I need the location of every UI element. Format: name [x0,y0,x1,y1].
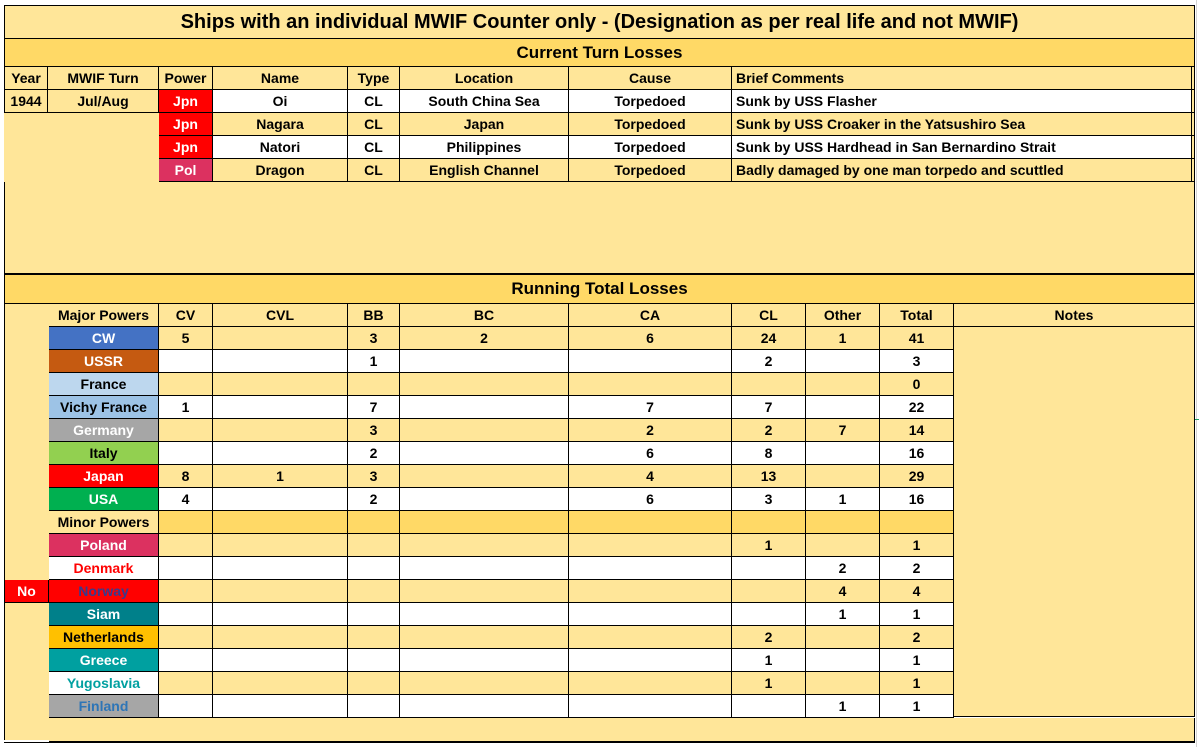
power-germany: Germany [49,419,159,442]
loss-count [569,534,732,557]
blank-area [49,718,1195,742]
loss-count: 16 [880,488,954,511]
power-finland: Finland [49,695,159,718]
current-location: Japan [400,113,569,136]
loss-count [159,442,213,465]
current-header-location: Location [400,67,569,90]
current-year: 1944 [4,90,48,113]
current-comment: Sunk by USS Croaker in the Yatsushiro Sea [732,113,1192,136]
loss-count: 1 [880,649,954,672]
power-vichy-france: Vichy France [49,396,159,419]
loss-count: 2 [732,350,806,373]
loss-count [159,350,213,373]
loss-count [569,350,732,373]
norway-flag: No [4,580,49,603]
loss-count [732,580,806,603]
loss-count: 7 [569,396,732,419]
running-header-cv: CV [159,304,213,327]
current-turn: Jul/Aug [48,90,159,113]
loss-count [159,626,213,649]
current-comment: Sunk by USS Hardhead in San Bernardino Strait [732,136,1192,159]
loss-count: 14 [880,419,954,442]
current-header-power: Power [159,67,213,90]
power-japan: Japan [49,465,159,488]
loss-count [806,442,880,465]
loss-count: 13 [732,465,806,488]
current-header-name: Name [213,67,348,90]
loss-count [159,695,213,718]
spacer [880,511,954,534]
current-cause: Torpedoed [569,136,732,159]
loss-count: 3 [880,350,954,373]
current-location: South China Sea [400,90,569,113]
loss-count: 1 [806,603,880,626]
current-name: Dragon [213,159,348,182]
loss-count [569,557,732,580]
loss-count: 1 [732,649,806,672]
current-type: CL [348,159,400,182]
loss-count [159,419,213,442]
loss-count: 4 [159,488,213,511]
power-yugoslavia: Yugoslavia [49,672,159,695]
running-header-notes: Notes [954,304,1195,327]
power-france: France [49,373,159,396]
loss-count: 29 [880,465,954,488]
spacer [806,511,880,534]
loss-count [400,557,569,580]
loss-count [213,603,348,626]
loss-count: 4 [569,465,732,488]
loss-count [732,695,806,718]
running-header-total: Total [880,304,954,327]
loss-count: 8 [732,442,806,465]
loss-count: 6 [569,488,732,511]
spacer [732,511,806,534]
power-cw: CW [49,327,159,350]
bottom-border [4,742,1195,743]
current-type: CL [348,136,400,159]
left-margin [4,304,49,740]
loss-count [213,373,348,396]
spacer [159,511,213,534]
loss-count [400,534,569,557]
blank-area [4,182,1195,274]
loss-count: 3 [348,465,400,488]
loss-count: 1 [880,672,954,695]
loss-count: 7 [348,396,400,419]
running-header-major-powers: Major Powers [49,304,159,327]
sheet-title: Ships with an individual MWIF Counter only - (Designation as per real life and not MWIF) [4,5,1195,39]
running-header-ca: CA [569,304,732,327]
spacer [400,511,569,534]
loss-count: 2 [569,419,732,442]
loss-count [806,649,880,672]
current-header-year: Year [4,67,48,90]
loss-count [213,350,348,373]
current-name: Natori [213,136,348,159]
loss-count: 4 [880,580,954,603]
loss-count [400,373,569,396]
loss-count [213,580,348,603]
current-header-type: Type [348,67,400,90]
spacer [1192,159,1195,182]
loss-count [159,557,213,580]
loss-count [732,373,806,396]
loss-count [400,350,569,373]
loss-count [213,488,348,511]
loss-count [159,373,213,396]
loss-count [732,603,806,626]
loss-count [400,442,569,465]
loss-count [213,649,348,672]
spacer [348,511,400,534]
power-siam: Siam [49,603,159,626]
current-turn-heading: Current Turn Losses [4,39,1195,67]
loss-count [400,626,569,649]
loss-count: 7 [732,396,806,419]
running-header-other: Other [806,304,880,327]
spacer [1192,67,1195,90]
minor-powers-label: Minor Powers [49,511,159,534]
loss-count: 5 [159,327,213,350]
loss-count [806,373,880,396]
loss-count: 1 [806,488,880,511]
loss-count: 1 [880,695,954,718]
loss-count: 3 [348,419,400,442]
loss-count [400,580,569,603]
loss-count [569,672,732,695]
current-power: Pol [159,159,213,182]
spacer [1192,136,1195,159]
loss-count [213,327,348,350]
power-netherlands: Netherlands [49,626,159,649]
loss-count [569,580,732,603]
loss-count [806,465,880,488]
current-cause: Torpedoed [569,90,732,113]
power-denmark: Denmark [49,557,159,580]
current-cause: Torpedoed [569,113,732,136]
loss-count [806,626,880,649]
loss-count: 1 [732,534,806,557]
power-norway: Norway [49,580,159,603]
current-power: Jpn [159,113,213,136]
loss-count: 6 [569,327,732,350]
loss-count: 3 [732,488,806,511]
power-usa: USA [49,488,159,511]
loss-count [213,419,348,442]
loss-count: 2 [806,557,880,580]
loss-count [213,396,348,419]
loss-count: 1 [213,465,348,488]
loss-count [569,695,732,718]
power-poland: Poland [49,534,159,557]
loss-count: 0 [880,373,954,396]
loss-count [806,396,880,419]
loss-count [400,603,569,626]
loss-count [400,649,569,672]
running-header-cvl: CVL [213,304,348,327]
loss-count: 2 [348,442,400,465]
loss-count [400,672,569,695]
loss-count [806,534,880,557]
loss-count [213,557,348,580]
loss-count [732,557,806,580]
loss-count [400,396,569,419]
current-comment: Sunk by USS Flasher [732,90,1192,113]
loss-count: 2 [400,327,569,350]
loss-count [213,626,348,649]
spacer [569,511,732,534]
loss-count [213,442,348,465]
power-italy: Italy [49,442,159,465]
power-greece: Greece [49,649,159,672]
loss-count: 4 [806,580,880,603]
current-name: Oi [213,90,348,113]
current-type: CL [348,113,400,136]
loss-count [569,649,732,672]
running-header-bb: BB [348,304,400,327]
loss-count [213,695,348,718]
loss-count: 2 [732,419,806,442]
loss-count: 2 [880,626,954,649]
loss-count: 24 [732,327,806,350]
running-header-cl: CL [732,304,806,327]
current-name: Nagara [213,113,348,136]
current-comment: Badly damaged by one man torpedo and scuttled [732,159,1192,182]
loss-count [159,534,213,557]
current-location: English Channel [400,159,569,182]
current-header-brief-comments: Brief Comments [732,67,1192,90]
running-total-heading: Running Total Losses [4,274,1195,304]
loss-count [348,603,400,626]
loss-count [569,626,732,649]
loss-count [806,672,880,695]
current-type: CL [348,90,400,113]
loss-count [348,534,400,557]
loss-count [400,488,569,511]
spacer [213,511,348,534]
loss-count: 1 [880,534,954,557]
loss-count [159,672,213,695]
loss-count [400,695,569,718]
loss-count [569,603,732,626]
current-cause: Torpedoed [569,159,732,182]
current-header-cause: Cause [569,67,732,90]
loss-count [213,672,348,695]
loss-count [400,419,569,442]
current-power: Jpn [159,90,213,113]
loss-count: 8 [159,465,213,488]
power-ussr: USSR [49,350,159,373]
loss-count: 16 [880,442,954,465]
loss-count: 6 [569,442,732,465]
loss-count [348,626,400,649]
loss-count: 7 [806,419,880,442]
loss-count: 2 [732,626,806,649]
current-header-mwif-turn: MWIF Turn [48,67,159,90]
loss-count [159,603,213,626]
loss-count [348,649,400,672]
loss-count [348,557,400,580]
notes-area [954,327,1195,717]
current-power: Jpn [159,136,213,159]
loss-count: 1 [880,603,954,626]
running-header-bc: BC [400,304,569,327]
loss-count: 1 [806,695,880,718]
spacer [1192,90,1195,113]
loss-count [348,373,400,396]
loss-count: 3 [348,327,400,350]
current-location: Philippines [400,136,569,159]
loss-count: 1 [348,350,400,373]
loss-count: 1 [159,396,213,419]
loss-count [400,465,569,488]
loss-count [348,695,400,718]
loss-count: 22 [880,396,954,419]
loss-count [159,580,213,603]
loss-count [569,373,732,396]
loss-count [213,534,348,557]
loss-count [159,649,213,672]
loss-count [348,672,400,695]
loss-count: 41 [880,327,954,350]
loss-count: 2 [348,488,400,511]
loss-count [348,580,400,603]
loss-count [806,350,880,373]
loss-count: 1 [732,672,806,695]
spacer [1192,113,1195,136]
loss-count: 2 [880,557,954,580]
loss-count: 1 [806,327,880,350]
